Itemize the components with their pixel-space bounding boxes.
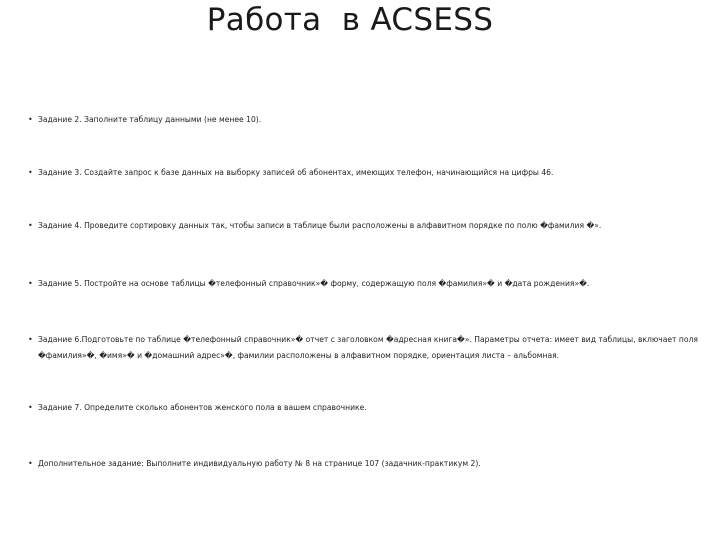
slide-title: Работа в ACSESS [206,2,494,38]
bullet-icon: • [28,403,33,412]
task-item-5 [28,276,703,292]
task-text: Задание 2. Заполните таблицу данными (не менее 10). [38,115,262,124]
bullet-icon: • [28,168,33,177]
task-item-4 [28,218,703,234]
task-text: Задание 7. Определите сколько абонентов женского пола в вашем справочнике. [38,403,367,412]
task-item-6 [28,332,703,364]
task-item-7 [28,400,703,416]
task-item-3 [28,165,703,181]
task-text: Задание 4. Проведите сортировку данных так, чтобы записи в таблице были расположены в алфавитном порядке по полю �фамилия �». [38,221,602,230]
bullet-icon: • [28,279,33,288]
bullet-icon: • [28,459,33,468]
task-item-2 [28,112,703,128]
task-text: Дополнительное задание: Выполните индивидуальную работу № 8 на странице 107 (задачник-практикум 2). [38,459,481,468]
task-text: Задание 3. Создайте запрос к базе данных на выборку записей об абонентах, имеющих телефон, начинающийся на цифры 46. [38,168,554,177]
bullet-icon: • [28,115,33,124]
bullet-icon: • [28,335,33,344]
bullet-icon: • [28,221,33,230]
task-item-extra [28,456,703,472]
task-text: Задание 6.Подготовьте по таблице �телефонный справочник»� отчет с заголовком �адресная книга�». Параметры отчета: имеет вид таблицы, включает поля �фамилия»�, �имя»� и �домашний адрес»�, фамилии расположены в алфавитном порядке, ориентация листа – альбомная. [38,335,698,360]
task-text: Задание 5. Постройте на основе таблицы �телефонный справочник»� форму, содержащую поля �фамилия»� и �дата рождения»�. [38,279,590,288]
